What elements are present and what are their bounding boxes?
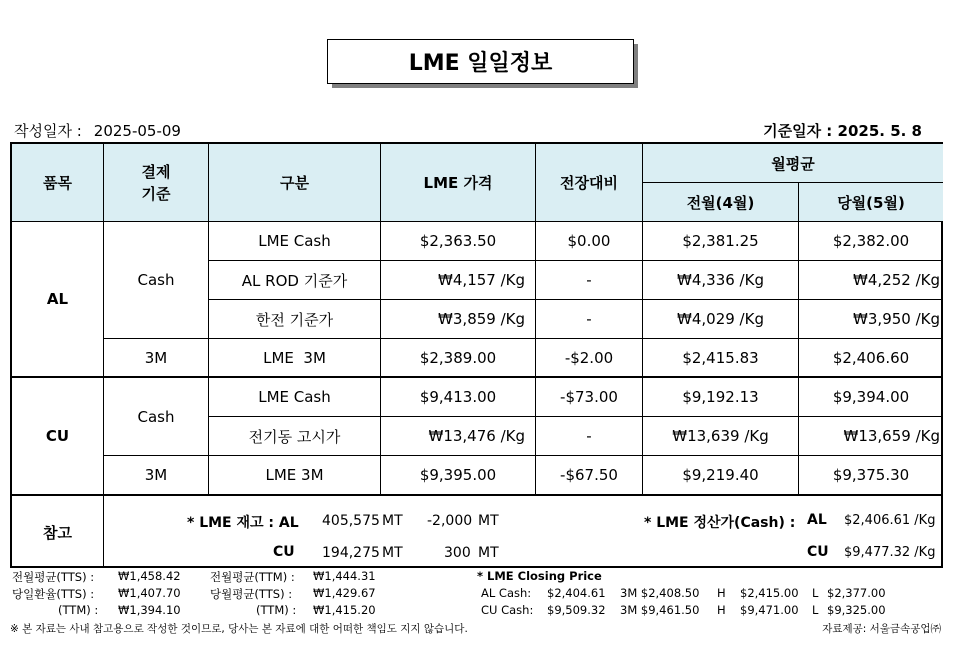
grid-line (12, 376, 943, 378)
row-curr: ₩3,950 /Kg (853, 310, 940, 328)
row-category: LME 3M (265, 466, 324, 484)
settle-cu-cash: Cash (137, 407, 175, 426)
header-prev-month: 전월(4월) (643, 183, 798, 221)
written-date-label: 작성일자 : (14, 122, 82, 140)
header-monthly: 월평균 (643, 144, 943, 182)
row-change: - (586, 271, 592, 289)
header-price: LME 가격 (381, 144, 535, 221)
fx-curr-tts-label: 당월평균(TTS) : (210, 587, 293, 601)
grid-line (643, 182, 943, 183)
grid-line (103, 144, 104, 568)
row-prev: ₩13,639 /Kg (672, 427, 769, 445)
reference-label: 참고 (43, 523, 72, 542)
group-al: AL (46, 290, 69, 308)
al-close-h-label: H (717, 586, 726, 600)
cu-stock-label: CU (273, 544, 295, 560)
cu-stock-unit: MT (382, 545, 403, 561)
row-prev: ₩4,336 /Kg (677, 271, 764, 289)
al-close-3m: 3M $2,408.50 (620, 586, 700, 600)
row-category: LME Cash (258, 388, 331, 406)
fx-prev-ttm-label: 전월평균(TTM) : (210, 570, 295, 584)
header-item: 품목 (12, 144, 103, 221)
price-table (10, 142, 943, 568)
row-price: $9,395.00 (419, 466, 497, 484)
fx-today-ttm: ₩1,394.10 (118, 603, 181, 617)
grid-line (209, 260, 943, 261)
grid-line (104, 455, 943, 456)
fx-curr-ttm: ₩1,415.20 (313, 603, 376, 617)
page-title: LME 일일정보 (327, 39, 634, 84)
row-change: -$2.00 (564, 348, 614, 367)
fx-today-ttm-label: (TTM) : (58, 603, 99, 617)
settle-cu-3m: 3M (144, 466, 168, 484)
cu-close-3m: 3M $9,461.50 (620, 603, 700, 617)
cu-close-l-label: L (812, 603, 819, 617)
al-close-low: $2,377.00 (827, 586, 886, 600)
row-category: 한전 기준가 (255, 310, 334, 329)
grid-line (208, 144, 209, 494)
al-settle-label: AL (807, 512, 827, 528)
source: 자료제공: 서울금속공업㈜ (822, 623, 941, 635)
header-settle: 결제 기준 (104, 144, 208, 221)
row-prev: $9,192.13 (682, 388, 759, 406)
cu-close-label: CU Cash: (481, 603, 534, 617)
row-curr: $9,375.30 (832, 466, 910, 484)
row-curr: ₩4,252 /Kg (853, 271, 940, 289)
al-stock: 405,575 (322, 513, 380, 529)
al-close-cash: $2,404.61 (547, 586, 606, 600)
row-prev: $2,381.25 (682, 232, 759, 250)
row-price: ₩4,157 /Kg (438, 271, 525, 289)
grid-line (209, 416, 943, 417)
grid-line (798, 182, 799, 494)
header-change: 전장대비 (536, 144, 642, 221)
fx-curr-ttm-label: (TTM) : (256, 603, 297, 617)
fx-today-tts: ₩1,407.70 (118, 586, 181, 600)
grid-line (209, 299, 943, 300)
cu-close-cash: $9,509.32 (547, 603, 606, 617)
grid-line (104, 338, 943, 339)
cu-close-high: $9,471.00 (740, 603, 799, 617)
settle-al-3m: 3M (144, 348, 168, 367)
row-price: $9,413.00 (419, 388, 497, 406)
row-change: - (586, 310, 592, 328)
row-prev: $2,415.83 (682, 348, 759, 367)
row-change: -$73.00 (560, 388, 618, 406)
row-change: $0.00 (567, 232, 611, 250)
row-price: ₩3,859 /Kg (438, 310, 525, 328)
row-category: 전기동 고시가 (248, 427, 341, 446)
fx-today-tts-label: 당일환율(TTS) : (12, 587, 95, 601)
group-cu: CU (45, 427, 70, 445)
disclaimer: ※ 본 자료는 사내 참고용으로 작성한 것이므로, 당사는 본 자료에 대한 어떠한 책임도 지지 않습니다. (10, 623, 468, 635)
row-change: - (586, 427, 592, 445)
stock-label: * LME 재고 : AL (187, 515, 299, 531)
row-category: LME Cash (258, 232, 331, 250)
al-close-l-label: L (812, 586, 819, 600)
row-curr: $9,394.00 (832, 388, 910, 406)
row-prev: $9,219.40 (682, 466, 759, 484)
al-close-high: $2,415.00 (740, 586, 799, 600)
cu-close-h-label: H (717, 603, 726, 617)
row-price: $2,389.00 (419, 348, 497, 367)
grid-line (642, 144, 643, 494)
row-curr: ₩13,659 /Kg (843, 427, 940, 445)
settle-al-cash: Cash (137, 271, 175, 289)
header-curr-month: 당월(5월) (799, 183, 943, 221)
fx-prev-ttm: ₩1,444.31 (313, 569, 376, 583)
row-change: -$67.50 (560, 466, 618, 484)
written-date (14, 120, 181, 141)
row-category: LME 3M (263, 348, 326, 367)
written-date-value: 2025-05-09 (93, 122, 181, 140)
grid-line (12, 221, 943, 222)
al-stock-change: -2,000 (427, 513, 473, 529)
row-curr: $2,406.60 (832, 348, 910, 367)
cu-stock-change: 300 (444, 545, 471, 561)
al-settle-price: $2,406.61 /Kg (844, 513, 936, 528)
cu-stock: 194,275 (322, 545, 380, 561)
fx-prev-tts: ₩1,458.42 (118, 569, 181, 583)
row-price: ₩13,476 /Kg (428, 427, 525, 445)
settle-price-label: * LME 정산가(Cash) : (644, 515, 796, 531)
base-date: 기준일자 : 2025. 5. 8 (763, 122, 922, 140)
row-price: $2,363.50 (419, 232, 497, 250)
grid-line (535, 144, 536, 494)
row-category: AL ROD 기준가 (241, 271, 348, 290)
row-prev: ₩4,029 /Kg (677, 310, 764, 328)
cu-close-low: $9,325.00 (827, 603, 886, 617)
row-curr: $2,382.00 (832, 232, 910, 250)
fx-curr-tts: ₩1,429.67 (313, 586, 376, 600)
cu-stock-change-unit: MT (478, 545, 499, 561)
closing-title: * LME Closing Price (477, 569, 602, 583)
al-close-label: AL Cash: (481, 586, 532, 600)
fx-prev-tts-label: 전월평균(TTS) : (12, 570, 95, 584)
cu-settle-price: $9,477.32 /Kg (844, 545, 936, 560)
al-stock-change-unit: MT (478, 513, 499, 529)
header-category: 구분 (209, 144, 380, 221)
cu-settle-label: CU (807, 544, 829, 560)
grid-line (12, 494, 943, 496)
al-stock-unit: MT (382, 513, 403, 529)
grid-line (380, 144, 381, 494)
